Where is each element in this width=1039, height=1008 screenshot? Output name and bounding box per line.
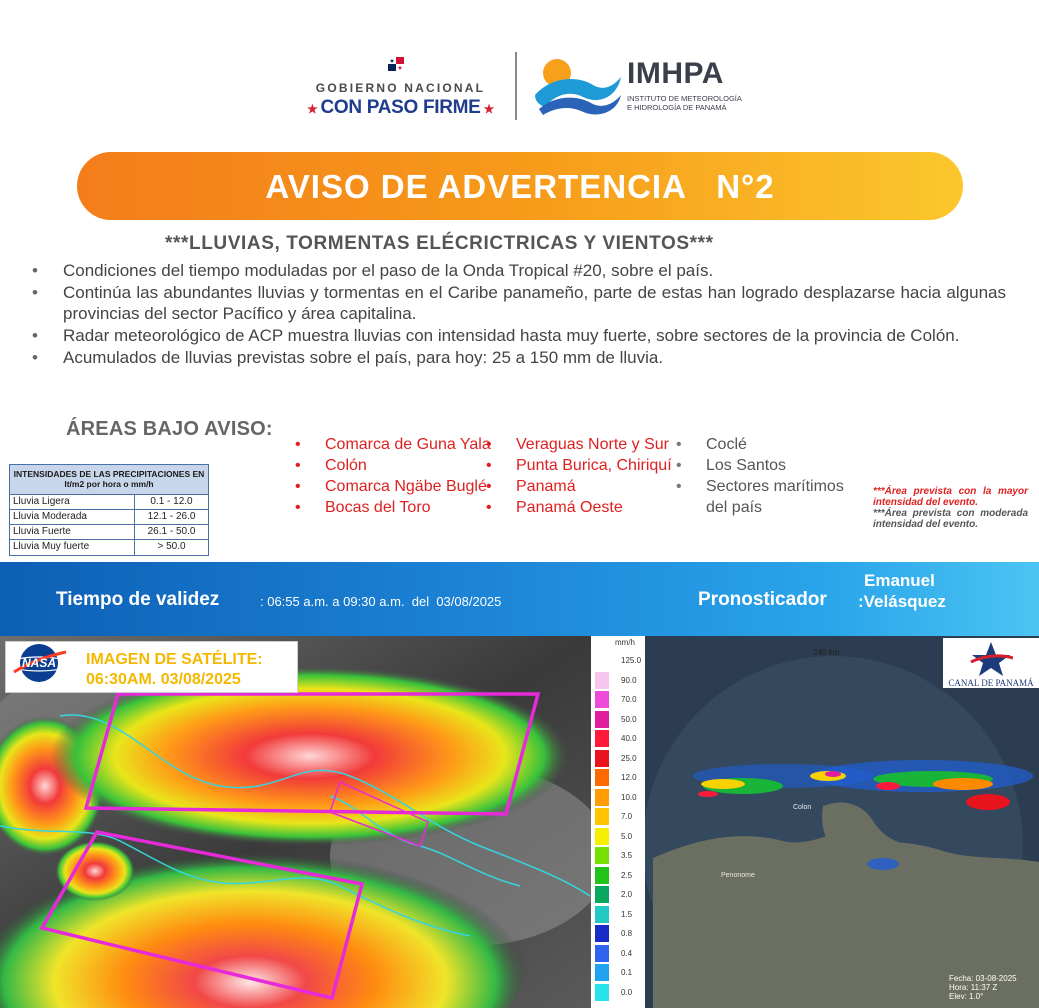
- canal-logo-text: CANAL DE PANAMÁ: [948, 678, 1034, 688]
- satellite-caption-box: [5, 641, 298, 693]
- scale-swatch: [595, 906, 609, 923]
- table-row: [10, 525, 208, 540]
- areas-column-high-2: [486, 434, 682, 518]
- intensity-table: [9, 464, 209, 556]
- legend-moderate: ***Área prevista con moderada intensidad del evento.: [873, 508, 1028, 530]
- nasa-logo-text: NASA: [21, 656, 57, 670]
- scale-swatch: [595, 984, 609, 1001]
- list-item: • Radar meteorológico de ACP muestra lluvias con intensidad hasta muy fuerte, sobre sectores de la provincia de Colón.: [30, 325, 1006, 346]
- table-cell: 12.1 - 26.0: [135, 510, 208, 524]
- legend-high: ***Área prevista con la mayor intensidad del evento.: [873, 486, 1028, 508]
- list-item: • Continúa las abundantes lluvias y tormentas en el Caribe panameño, parte de estas han logrado desplazarse hacia algunas provincias del sector Pacífico y área capitalina.: [30, 282, 1006, 324]
- scale-label: 5.0: [621, 831, 633, 841]
- canal-star-icon: [969, 640, 1013, 678]
- gobierno-logo: [298, 55, 503, 120]
- scale-label: 125.0: [621, 656, 642, 665]
- scale-label: 1.5: [621, 909, 633, 919]
- star-icon: ★: [480, 102, 495, 116]
- list-item: • Comarca Ngäbe Buglé: [295, 476, 491, 497]
- org-name: IMHPA: [627, 57, 724, 90]
- scale-label: 0.4: [621, 948, 633, 958]
- table-row: [10, 510, 208, 525]
- scale-swatch: [595, 730, 609, 747]
- radar-image: [593, 636, 1039, 1008]
- table-cell: > 50.0: [135, 540, 208, 555]
- scale-label: 0.8: [621, 929, 633, 938]
- list-item: • Acumulados de lluvias previstas sobre el país, para hoy: 25 a 150 mm de lluvia.: [30, 347, 1006, 368]
- scale-swatch: [595, 945, 609, 962]
- imhpa-logo-icon: [533, 55, 623, 117]
- list-item: • Sectores marítimos del país: [676, 476, 868, 518]
- scale-swatch: [595, 847, 609, 864]
- table-cell: Lluvia Muy fuerte: [10, 540, 135, 555]
- scale-swatch: [595, 964, 609, 981]
- list-item: • Coclé: [676, 434, 868, 455]
- list-item: • Bocas del Toro: [295, 497, 491, 518]
- scale-swatch: [595, 808, 609, 825]
- scale-swatch: [595, 672, 609, 689]
- scale-swatch: [595, 750, 609, 767]
- scale-label: 10.0: [621, 792, 637, 802]
- scale-unit: mm/h: [615, 638, 635, 647]
- conditions-list: [30, 260, 1006, 369]
- nasa-logo-icon: [6, 642, 72, 684]
- scale-label: 70.0: [621, 695, 637, 704]
- intensity-legend-note: [873, 486, 1028, 530]
- scale-label: 2.0: [621, 890, 633, 899]
- scale-label: 7.0: [621, 812, 633, 821]
- areas-column-high: [295, 434, 491, 518]
- scale-swatch: [595, 691, 609, 708]
- radar-date: Fecha: 03-08-2025: [949, 974, 1017, 983]
- radar-range: 240 km: [813, 648, 840, 657]
- areas-title: ÁREAS BAJO AVISO:: [66, 418, 273, 440]
- warning-banner: [77, 152, 963, 220]
- table-cell: 0.1 - 12.0: [135, 495, 208, 509]
- radar-hour: Hora: 11:37 Z: [949, 983, 998, 992]
- scale-label: 2.5: [621, 870, 633, 880]
- table-cell: Lluvia Fuerte: [10, 525, 135, 539]
- warning-title: AVISO DE ADVERTENCIA N°2: [265, 168, 775, 205]
- town-colon: Colon: [793, 804, 812, 811]
- validity-label: Tiempo de validez: [56, 589, 220, 610]
- forecaster-label: Pronosticador: [698, 589, 827, 610]
- org-sub-1: INSTITUTO DE METEOROLOGÍA: [627, 94, 742, 103]
- scale-label: 25.0: [621, 753, 637, 763]
- table-cell: 26.1 - 50.0: [135, 525, 208, 539]
- list-item: • Condiciones del tiempo moduladas por el paso de la Onda Tropical #20, sobre el país.: [30, 260, 1006, 281]
- scale-label: 3.5: [621, 851, 633, 860]
- scale-label: 0.1: [621, 968, 633, 977]
- list-item: • Panamá Oeste: [486, 497, 682, 518]
- satellite-caption: [86, 650, 263, 690]
- gov-slogan: CON PASO FIRME: [320, 97, 481, 118]
- forecaster-name: [858, 570, 946, 612]
- scale-swatch: [595, 828, 609, 845]
- scale-label: 0.0: [621, 987, 633, 997]
- scale-label: 90.0: [621, 675, 637, 685]
- gov-line2: [298, 97, 503, 119]
- areas-column-moderate: [676, 434, 868, 518]
- radar-imagery: [593, 636, 1039, 1008]
- canal-logo: [943, 638, 1039, 688]
- scale-swatch: [595, 925, 609, 942]
- gov-line1: GOBIERNO NACIONAL: [315, 81, 486, 95]
- radar-elev: Elev: 1.0°: [949, 992, 984, 1001]
- scale-label: 50.0: [621, 714, 637, 724]
- list-item: • Los Santos: [676, 455, 868, 476]
- star-icon: ★: [306, 102, 321, 116]
- list-item: • Punta Burica, Chiriquí: [486, 455, 682, 476]
- scale-swatch: [595, 652, 609, 669]
- validity-band: [0, 562, 1039, 636]
- radar-color-scale: [593, 636, 645, 1008]
- satellite-caption-1: IMAGEN DE SATÉLITE:: [86, 651, 263, 668]
- table-row: [10, 495, 208, 510]
- org-sub-2: E HIDROLOGÍA DE PANAMÁ: [627, 103, 727, 112]
- validity-time: : 06:55 a.m. a 09:30 a.m. del 03/08/2025: [260, 594, 502, 609]
- org-subtitle: [627, 94, 757, 112]
- town-penonome: Penonome: [721, 872, 755, 879]
- satellite-image: [0, 636, 591, 1008]
- radar-footer: [949, 974, 1017, 1001]
- forecaster-last-name: :Velásquez: [858, 592, 946, 611]
- list-item: • Veraguas Norte y Sur: [486, 434, 682, 455]
- list-item: • Comarca de Guna Yala: [295, 434, 491, 455]
- table-row: [10, 540, 208, 555]
- scale-swatch: [595, 886, 609, 903]
- scale-label: 12.0: [621, 773, 637, 782]
- scale-swatch: [595, 867, 609, 884]
- list-item: • Panamá: [486, 476, 682, 497]
- table-cell: Lluvia Ligera: [10, 495, 135, 509]
- scale-swatch: [595, 711, 609, 728]
- table-cell: Lluvia Moderada: [10, 510, 135, 524]
- satellite-caption-2: 06:30AM. 03/08/2025: [86, 671, 241, 688]
- scale-swatch: [595, 789, 609, 806]
- forecaster-first-name: Emanuel: [864, 571, 935, 590]
- list-item: • Colón: [295, 455, 491, 476]
- warning-subtitle: ***LLUVIAS, TORMENTAS ELÉCRICTRICAS Y VIENTOS***: [165, 233, 714, 254]
- header-divider: [515, 52, 517, 120]
- intensity-table-header: INTENSIDADES DE LAS PRECIPITACIONES EN lt/m2 por hora o mm/h: [10, 465, 208, 495]
- panama-flag-icon: [388, 57, 404, 71]
- scale-label: 40.0: [621, 734, 637, 743]
- scale-swatch: [595, 769, 609, 786]
